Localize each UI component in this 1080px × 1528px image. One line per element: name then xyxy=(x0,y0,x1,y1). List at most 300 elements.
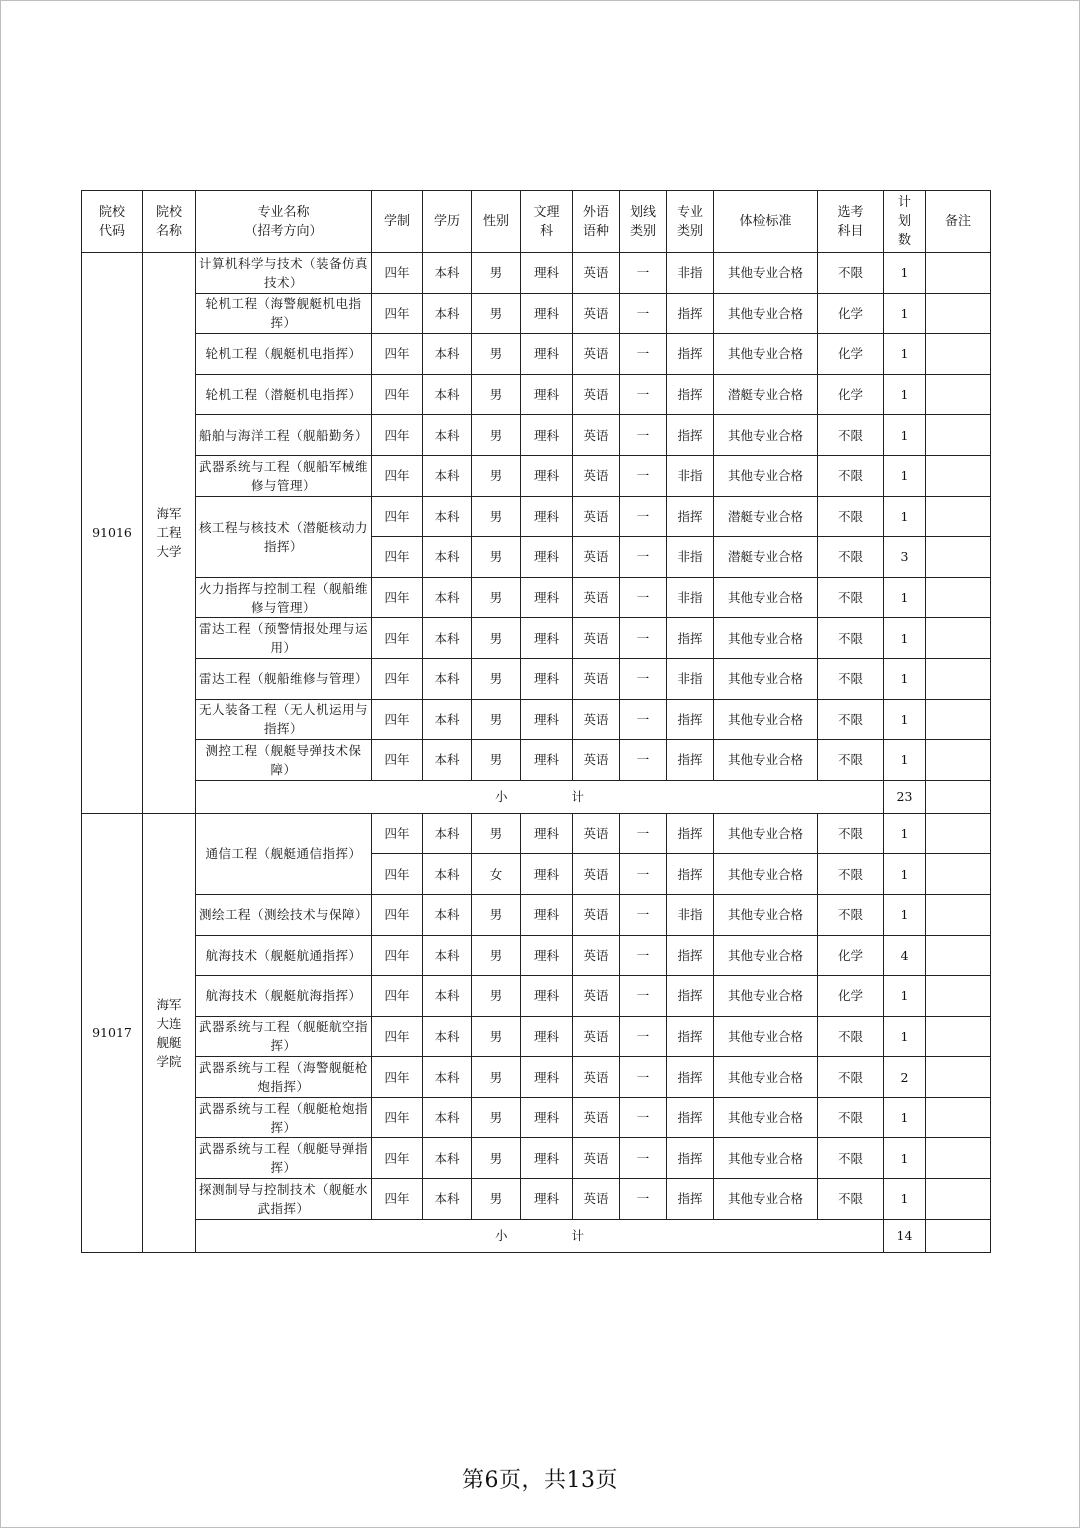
remark-cell xyxy=(926,1219,991,1252)
track-cell: 理科 xyxy=(521,1179,573,1220)
table-row xyxy=(82,577,991,618)
track-cell: 理科 xyxy=(521,894,573,935)
header-school-code: 院校 代码 xyxy=(82,191,143,253)
header-cutline: 划线 类别 xyxy=(620,191,667,253)
plan-cell: 2 xyxy=(884,1057,926,1098)
gender-cell: 男 xyxy=(472,537,521,578)
degree-cell: 本科 xyxy=(423,1097,472,1138)
cutline-cell: 一 xyxy=(620,293,667,334)
gender-cell: 女 xyxy=(472,854,521,895)
length-cell: 四年 xyxy=(372,935,423,976)
language-cell: 英语 xyxy=(573,740,620,781)
language-cell: 英语 xyxy=(573,618,620,659)
major-name-cell: 雷达工程（预警情报处理与运用） xyxy=(196,618,372,659)
major-name-cell: 航海技术（舰艇航海指挥） xyxy=(196,976,372,1017)
track-cell: 理科 xyxy=(521,1138,573,1179)
major-type-cell: 指挥 xyxy=(667,1097,714,1138)
remark-cell xyxy=(926,1138,991,1179)
table-row xyxy=(82,1138,991,1179)
major-type-cell: 指挥 xyxy=(667,935,714,976)
table-row xyxy=(82,374,991,415)
gender-cell: 男 xyxy=(472,1179,521,1220)
cutline-cell: 一 xyxy=(620,894,667,935)
elective-cell: 不限 xyxy=(818,415,884,456)
gender-cell: 男 xyxy=(472,1057,521,1098)
cutline-cell: 一 xyxy=(620,976,667,1017)
track-cell: 理科 xyxy=(521,976,573,1017)
subtotal-row xyxy=(82,780,991,813)
physical-cell: 其他专业合格 xyxy=(714,894,818,935)
major-type-cell: 指挥 xyxy=(667,699,714,740)
header-elective: 选考 科目 xyxy=(818,191,884,253)
length-cell: 四年 xyxy=(372,813,423,854)
physical-cell: 其他专业合格 xyxy=(714,699,818,740)
physical-cell: 其他专业合格 xyxy=(714,1179,818,1220)
table-row xyxy=(82,1097,991,1138)
degree-cell: 本科 xyxy=(423,577,472,618)
table-row xyxy=(82,658,991,699)
cutline-cell: 一 xyxy=(620,334,667,375)
gender-cell: 男 xyxy=(472,894,521,935)
cutline-cell: 一 xyxy=(620,1097,667,1138)
track-cell: 理科 xyxy=(521,699,573,740)
major-type-cell: 指挥 xyxy=(667,1057,714,1098)
degree-cell: 本科 xyxy=(423,740,472,781)
degree-cell: 本科 xyxy=(423,537,472,578)
gender-cell: 男 xyxy=(472,1097,521,1138)
plan-cell: 1 xyxy=(884,740,926,781)
degree-cell: 本科 xyxy=(423,894,472,935)
gender-cell: 男 xyxy=(472,1016,521,1057)
remark-cell xyxy=(926,374,991,415)
track-cell: 理科 xyxy=(521,293,573,334)
subtotal-label-part: 计 xyxy=(571,789,585,805)
cutline-cell: 一 xyxy=(620,374,667,415)
gender-cell: 男 xyxy=(472,293,521,334)
major-type-cell: 非指 xyxy=(667,894,714,935)
remark-cell xyxy=(926,293,991,334)
plan-cell: 1 xyxy=(884,658,926,699)
length-cell: 四年 xyxy=(372,854,423,895)
track-cell: 理科 xyxy=(521,374,573,415)
major-name-cell: 测绘工程（测绘技术与保障） xyxy=(196,894,372,935)
physical-cell: 其他专业合格 xyxy=(714,1138,818,1179)
plan-cell: 1 xyxy=(884,577,926,618)
length-cell: 四年 xyxy=(372,1057,423,1098)
subtotal-label xyxy=(196,780,884,813)
cutline-cell: 一 xyxy=(620,577,667,618)
degree-cell: 本科 xyxy=(423,334,472,375)
elective-cell: 不限 xyxy=(818,1138,884,1179)
degree-cell: 本科 xyxy=(423,1057,472,1098)
major-name-cell: 探测制导与控制技术（舰艇水武指挥） xyxy=(196,1179,372,1220)
plan-cell: 1 xyxy=(884,618,926,659)
cutline-cell: 一 xyxy=(620,658,667,699)
elective-cell: 不限 xyxy=(818,813,884,854)
length-cell: 四年 xyxy=(372,577,423,618)
header-remark: 备注 xyxy=(926,191,991,253)
cutline-cell: 一 xyxy=(620,618,667,659)
major-type-cell: 非指 xyxy=(667,455,714,496)
major-name-cell: 武器系统与工程（舰艇导弹指挥） xyxy=(196,1138,372,1179)
school-code-cell: 91017 xyxy=(82,813,143,1252)
table-row xyxy=(82,976,991,1017)
major-type-cell: 指挥 xyxy=(667,854,714,895)
table-row xyxy=(82,293,991,334)
elective-cell: 不限 xyxy=(818,894,884,935)
degree-cell: 本科 xyxy=(423,455,472,496)
physical-cell: 其他专业合格 xyxy=(714,334,818,375)
table-row xyxy=(82,618,991,659)
degree-cell: 本科 xyxy=(423,854,472,895)
track-cell: 理科 xyxy=(521,1016,573,1057)
table-row xyxy=(82,1179,991,1220)
remark-cell xyxy=(926,740,991,781)
gender-cell: 男 xyxy=(472,740,521,781)
major-name-cell: 船舶与海洋工程（舰船勤务） xyxy=(196,415,372,456)
physical-cell: 其他专业合格 xyxy=(714,253,818,294)
major-name-cell: 武器系统与工程（舰艇枪炮指挥） xyxy=(196,1097,372,1138)
physical-cell: 其他专业合格 xyxy=(714,1057,818,1098)
gender-cell: 男 xyxy=(472,935,521,976)
track-cell: 理科 xyxy=(521,577,573,618)
length-cell: 四年 xyxy=(372,1016,423,1057)
cutline-cell: 一 xyxy=(620,813,667,854)
cutline-cell: 一 xyxy=(620,699,667,740)
table-row xyxy=(82,496,991,537)
major-type-cell: 指挥 xyxy=(667,740,714,781)
major-name-cell: 轮机工程（海警舰艇机电指挥） xyxy=(196,293,372,334)
degree-cell: 本科 xyxy=(423,618,472,659)
gender-cell: 男 xyxy=(472,455,521,496)
header-language: 外语 语种 xyxy=(573,191,620,253)
language-cell: 英语 xyxy=(573,1138,620,1179)
header-major: 专业名称 （招考方向） xyxy=(196,191,372,253)
language-cell: 英语 xyxy=(573,537,620,578)
physical-cell: 其他专业合格 xyxy=(714,976,818,1017)
gender-cell: 男 xyxy=(472,699,521,740)
language-cell: 英语 xyxy=(573,253,620,294)
plan-cell: 1 xyxy=(884,1016,926,1057)
length-cell: 四年 xyxy=(372,253,423,294)
length-cell: 四年 xyxy=(372,1097,423,1138)
remark-cell xyxy=(926,537,991,578)
subtotal-label-part: 小 xyxy=(494,789,508,805)
plan-cell: 1 xyxy=(884,699,926,740)
length-cell: 四年 xyxy=(372,658,423,699)
elective-cell: 不限 xyxy=(818,699,884,740)
table-row xyxy=(82,1016,991,1057)
subtotal-label-part: 计 xyxy=(571,1228,585,1244)
elective-cell: 不限 xyxy=(818,658,884,699)
gender-cell: 男 xyxy=(472,334,521,375)
language-cell: 英语 xyxy=(573,496,620,537)
header-length: 学制 xyxy=(372,191,423,253)
language-cell: 英语 xyxy=(573,976,620,1017)
gender-cell: 男 xyxy=(472,577,521,618)
track-cell: 理科 xyxy=(521,813,573,854)
major-type-cell: 非指 xyxy=(667,658,714,699)
plan-cell: 1 xyxy=(884,813,926,854)
language-cell: 英语 xyxy=(573,813,620,854)
language-cell: 英语 xyxy=(573,374,620,415)
header-major-type: 专业 类别 xyxy=(667,191,714,253)
cutline-cell: 一 xyxy=(620,1179,667,1220)
remark-cell xyxy=(926,976,991,1017)
length-cell: 四年 xyxy=(372,293,423,334)
table-row xyxy=(82,740,991,781)
major-type-cell: 指挥 xyxy=(667,293,714,334)
physical-cell: 其他专业合格 xyxy=(714,935,818,976)
degree-cell: 本科 xyxy=(423,496,472,537)
degree-cell: 本科 xyxy=(423,1016,472,1057)
major-name-cell: 火力指挥与控制工程（舰船维修与管理） xyxy=(196,577,372,618)
length-cell: 四年 xyxy=(372,894,423,935)
remark-cell xyxy=(926,577,991,618)
track-cell: 理科 xyxy=(521,1097,573,1138)
physical-cell: 其他专业合格 xyxy=(714,293,818,334)
major-name-cell: 武器系统与工程（海警舰艇枪炮指挥） xyxy=(196,1057,372,1098)
major-name-cell: 轮机工程（潜艇机电指挥） xyxy=(196,374,372,415)
physical-cell: 其他专业合格 xyxy=(714,658,818,699)
elective-cell: 不限 xyxy=(818,496,884,537)
elective-cell: 化学 xyxy=(818,293,884,334)
elective-cell: 化学 xyxy=(818,334,884,375)
major-type-cell: 指挥 xyxy=(667,618,714,659)
language-cell: 英语 xyxy=(573,1057,620,1098)
language-cell: 英语 xyxy=(573,658,620,699)
major-name-cell: 无人装备工程（无人机运用与指挥） xyxy=(196,699,372,740)
gender-cell: 男 xyxy=(472,496,521,537)
major-type-cell: 指挥 xyxy=(667,334,714,375)
track-cell: 理科 xyxy=(521,334,573,375)
major-name-cell: 武器系统与工程（舰船军械维修与管理） xyxy=(196,455,372,496)
gender-cell: 男 xyxy=(472,658,521,699)
school-code-cell: 91016 xyxy=(82,253,143,814)
track-cell: 理科 xyxy=(521,618,573,659)
cutline-cell: 一 xyxy=(620,455,667,496)
table-row xyxy=(82,455,991,496)
header-physical: 体检标准 xyxy=(714,191,818,253)
remark-cell xyxy=(926,253,991,294)
language-cell: 英语 xyxy=(573,935,620,976)
major-name-cell: 计算机科学与技术（装备仿真技术） xyxy=(196,253,372,294)
elective-cell: 化学 xyxy=(818,374,884,415)
length-cell: 四年 xyxy=(372,1179,423,1220)
elective-cell: 不限 xyxy=(818,455,884,496)
plan-cell: 1 xyxy=(884,496,926,537)
elective-cell: 不限 xyxy=(818,854,884,895)
school-name-cell: 海军 工程 大学 xyxy=(143,253,196,814)
degree-cell: 本科 xyxy=(423,658,472,699)
language-cell: 英语 xyxy=(573,293,620,334)
remark-cell xyxy=(926,813,991,854)
physical-cell: 其他专业合格 xyxy=(714,618,818,659)
track-cell: 理科 xyxy=(521,1057,573,1098)
gender-cell: 男 xyxy=(472,374,521,415)
remark-cell xyxy=(926,334,991,375)
physical-cell: 其他专业合格 xyxy=(714,415,818,456)
physical-cell: 潜艇专业合格 xyxy=(714,496,818,537)
elective-cell: 化学 xyxy=(818,935,884,976)
admission-plan-table xyxy=(81,190,991,1253)
subtotal-value: 14 xyxy=(884,1219,926,1252)
table-body xyxy=(82,253,991,1253)
track-cell: 理科 xyxy=(521,253,573,294)
major-type-cell: 指挥 xyxy=(667,496,714,537)
header-track: 文理 科 xyxy=(521,191,573,253)
cutline-cell: 一 xyxy=(620,1057,667,1098)
plan-cell: 1 xyxy=(884,374,926,415)
subtotal-label-part: 小 xyxy=(494,1228,508,1244)
major-type-cell: 非指 xyxy=(667,253,714,294)
degree-cell: 本科 xyxy=(423,293,472,334)
major-type-cell: 指挥 xyxy=(667,1138,714,1179)
cutline-cell: 一 xyxy=(620,537,667,578)
elective-cell: 不限 xyxy=(818,1179,884,1220)
remark-cell xyxy=(926,415,991,456)
length-cell: 四年 xyxy=(372,415,423,456)
major-type-cell: 指挥 xyxy=(667,813,714,854)
physical-cell: 其他专业合格 xyxy=(714,455,818,496)
gender-cell: 男 xyxy=(472,618,521,659)
table-row xyxy=(82,415,991,456)
subtotal-value: 23 xyxy=(884,780,926,813)
length-cell: 四年 xyxy=(372,699,423,740)
track-cell: 理科 xyxy=(521,496,573,537)
table-row xyxy=(82,935,991,976)
remark-cell xyxy=(926,894,991,935)
subtotal-row xyxy=(82,1219,991,1252)
major-name-cell: 航海技术（舰艇航通指挥） xyxy=(196,935,372,976)
header-degree: 学历 xyxy=(423,191,472,253)
remark-cell xyxy=(926,618,991,659)
remark-cell xyxy=(926,1179,991,1220)
gender-cell: 男 xyxy=(472,976,521,1017)
remark-cell xyxy=(926,1097,991,1138)
remark-cell xyxy=(926,780,991,813)
elective-cell: 不限 xyxy=(818,740,884,781)
physical-cell: 潜艇专业合格 xyxy=(714,537,818,578)
length-cell: 四年 xyxy=(372,496,423,537)
cutline-cell: 一 xyxy=(620,935,667,976)
major-type-cell: 指挥 xyxy=(667,415,714,456)
major-name-cell: 核工程与核技术（潜艇核动力指挥） xyxy=(196,496,372,577)
remark-cell xyxy=(926,496,991,537)
language-cell: 英语 xyxy=(573,854,620,895)
plan-cell: 1 xyxy=(884,293,926,334)
major-type-cell: 非指 xyxy=(667,577,714,618)
length-cell: 四年 xyxy=(372,1138,423,1179)
table-row xyxy=(82,253,991,294)
plan-cell: 1 xyxy=(884,253,926,294)
major-name-cell: 通信工程（舰艇通信指挥） xyxy=(196,813,372,894)
plan-cell: 4 xyxy=(884,935,926,976)
table-row xyxy=(82,699,991,740)
remark-cell xyxy=(926,935,991,976)
elective-cell: 不限 xyxy=(818,253,884,294)
track-cell: 理科 xyxy=(521,455,573,496)
header-gender: 性别 xyxy=(472,191,521,253)
language-cell: 英语 xyxy=(573,699,620,740)
language-cell: 英语 xyxy=(573,334,620,375)
plan-cell: 1 xyxy=(884,1097,926,1138)
physical-cell: 其他专业合格 xyxy=(714,740,818,781)
language-cell: 英语 xyxy=(573,415,620,456)
plan-cell: 1 xyxy=(884,976,926,1017)
length-cell: 四年 xyxy=(372,537,423,578)
cutline-cell: 一 xyxy=(620,1016,667,1057)
physical-cell: 其他专业合格 xyxy=(714,854,818,895)
language-cell: 英语 xyxy=(573,455,620,496)
table-row xyxy=(82,334,991,375)
degree-cell: 本科 xyxy=(423,374,472,415)
language-cell: 英语 xyxy=(573,1016,620,1057)
major-name-cell: 轮机工程（舰艇机电指挥） xyxy=(196,334,372,375)
degree-cell: 本科 xyxy=(423,1138,472,1179)
table-row xyxy=(82,1057,991,1098)
cutline-cell: 一 xyxy=(620,253,667,294)
table-row xyxy=(82,894,991,935)
elective-cell: 化学 xyxy=(818,976,884,1017)
track-cell: 理科 xyxy=(521,854,573,895)
plan-cell: 1 xyxy=(884,854,926,895)
remark-cell xyxy=(926,854,991,895)
major-type-cell: 指挥 xyxy=(667,1179,714,1220)
plan-cell: 1 xyxy=(884,1179,926,1220)
degree-cell: 本科 xyxy=(423,976,472,1017)
major-name-cell: 武器系统与工程（舰艇航空指挥） xyxy=(196,1016,372,1057)
cutline-cell: 一 xyxy=(620,496,667,537)
major-name-cell: 雷达工程（舰船维修与管理） xyxy=(196,658,372,699)
track-cell: 理科 xyxy=(521,935,573,976)
elective-cell: 不限 xyxy=(818,577,884,618)
length-cell: 四年 xyxy=(372,455,423,496)
physical-cell: 其他专业合格 xyxy=(714,1016,818,1057)
plan-cell: 1 xyxy=(884,894,926,935)
gender-cell: 男 xyxy=(472,813,521,854)
cutline-cell: 一 xyxy=(620,1138,667,1179)
remark-cell xyxy=(926,455,991,496)
major-name-cell: 测控工程（舰艇导弹技术保障） xyxy=(196,740,372,781)
physical-cell: 其他专业合格 xyxy=(714,577,818,618)
major-type-cell: 非指 xyxy=(667,537,714,578)
remark-cell xyxy=(926,658,991,699)
length-cell: 四年 xyxy=(372,374,423,415)
degree-cell: 本科 xyxy=(423,813,472,854)
length-cell: 四年 xyxy=(372,334,423,375)
page-footer: 第6页，共13页 xyxy=(462,1468,618,1493)
language-cell: 英语 xyxy=(573,577,620,618)
gender-cell: 男 xyxy=(472,1138,521,1179)
header-row xyxy=(82,191,991,253)
track-cell: 理科 xyxy=(521,740,573,781)
track-cell: 理科 xyxy=(521,537,573,578)
degree-cell: 本科 xyxy=(423,935,472,976)
elective-cell: 不限 xyxy=(818,1057,884,1098)
plan-cell: 1 xyxy=(884,455,926,496)
table-row xyxy=(82,813,991,854)
remark-cell xyxy=(926,699,991,740)
elective-cell: 不限 xyxy=(818,618,884,659)
remark-cell xyxy=(926,1016,991,1057)
physical-cell: 其他专业合格 xyxy=(714,813,818,854)
language-cell: 英语 xyxy=(573,1097,620,1138)
elective-cell: 不限 xyxy=(818,1097,884,1138)
cutline-cell: 一 xyxy=(620,740,667,781)
school-name-cell: 海军 大连 舰艇 学院 xyxy=(143,813,196,1252)
cutline-cell: 一 xyxy=(620,854,667,895)
